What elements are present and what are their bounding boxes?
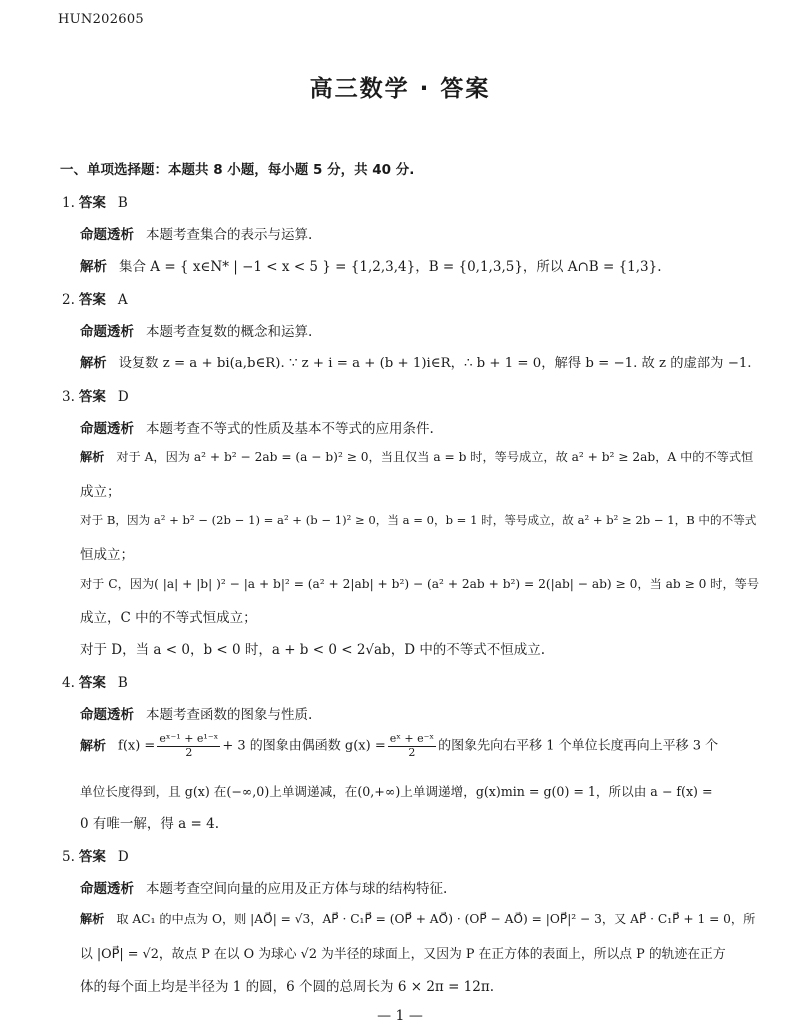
q2-analysis: 设复数 z = a + bi(a,b∈R). ∵ z + i = a + (b + 1)i∈R，∴ b + 1 = 0，解得 b = −1. 故 z 的虚部为 −1. xyxy=(118,356,752,371)
q4-g-denominator: 2 xyxy=(408,745,416,759)
insight-label: 命题透析 xyxy=(80,707,134,723)
insight-label: 命题透析 xyxy=(80,881,134,897)
q4-analysis-line-2: 单位长度得到，且 g(x) 在(−∞,0)上单调递减，在(0,+∞)上单调递增，g(x)min = g(0) = 1，所以由 a − f(x) = xyxy=(80,784,713,799)
q3-insight-line xyxy=(80,417,434,437)
q4-g-numerator: eˣ + e⁻ˣ xyxy=(389,732,435,745)
q3-analysis-line-5: 对于 C，因为( |a| + |b| )² − |a + b|² = (a² + 2|ab| + b²) − (a² + 2ab + b²) = 2(|ab| − ab) ≥ 0，当 ab ≥ 0 时，等号 xyxy=(80,577,760,591)
q4-analysis-line-3: 0 有唯一解，得 a = 4. xyxy=(80,816,219,832)
q3-answer-line xyxy=(62,385,129,405)
q5-analysis-line-3: 体的每个面上均是半径为 1 的圆，6 个圆的总周长为 6 × 2π = 12π. xyxy=(80,979,495,995)
q2-insight-line xyxy=(80,320,312,340)
q5-answer: D xyxy=(117,849,129,865)
q1-answer: B xyxy=(117,195,128,211)
q3-analysis-line-7: 对于 D，当 a < 0，b < 0 时，a + b < 0 < 2√ab，D 中的不等式不恒成立. xyxy=(80,642,546,658)
q2-number: 2. xyxy=(62,292,75,308)
insight-label: 命题透析 xyxy=(80,227,134,243)
q5-insight: 本题考查空间向量的应用及正方体与球的结构特征. xyxy=(146,881,448,897)
q4-g-fraction xyxy=(388,733,436,759)
answer-label: 答案 xyxy=(78,849,106,865)
document-code: HUN202605 xyxy=(58,12,144,27)
q5-answer-line xyxy=(62,845,129,865)
answer-label: 答案 xyxy=(78,675,106,691)
q1-insight: 本题考查集合的表示与运算. xyxy=(146,227,313,243)
q2-answer-line xyxy=(62,288,128,308)
q4-answer: B xyxy=(117,675,128,691)
q2-analysis-line xyxy=(80,352,752,371)
q5-analysis-a: 取 AC₁ 的中点为 O，则 |AO⃗| = √3，AP⃗ · C₁P⃗ = (OP⃗ + AO⃗) · (OP⃗ − AO⃗) = |OP⃗|² − 3，又 AP⃗ · C₁P⃗ + 1 = 0，所 xyxy=(116,912,756,926)
insight-label: 命题透析 xyxy=(80,421,134,437)
q4-f-fraction xyxy=(157,733,220,759)
analysis-label: 解析 xyxy=(80,912,105,926)
q3-analysis-line-3: 对于 B，因为 a² + b² − (2b − 1) = a² + (b − 1)² ≥ 0，当 a = 0，b = 1 时，等号成立，故 a² + b² ≥ 2b − 1，B 中的不等式 xyxy=(80,513,757,527)
q1-number: 1. xyxy=(62,195,75,211)
q3-answer: D xyxy=(117,389,129,405)
q4-insight: 本题考查函数的图象与性质. xyxy=(146,707,313,723)
page-number: — 1 — xyxy=(377,1008,423,1024)
q3-analysis-line-4: 恒成立； xyxy=(80,547,134,563)
q3-analysis-line-1 xyxy=(80,448,753,465)
q1-answer-line xyxy=(62,191,128,211)
answer-label: 答案 xyxy=(78,389,106,405)
q5-insight-line xyxy=(80,877,447,897)
q3-analysis-a: 对于 A，因为 a² + b² − 2ab = (a − b)² ≥ 0，当且仅当 a = b 时，等号成立，故 a² + b² ≥ 2ab，A 中的不等式恒 xyxy=(116,450,754,464)
insight-label: 命题透析 xyxy=(80,324,134,340)
q4-insight-line xyxy=(80,703,312,723)
q5-number: 5. xyxy=(62,849,75,865)
q3-number: 3. xyxy=(62,389,75,405)
q2-insight: 本题考查复数的概念和运算. xyxy=(146,324,313,340)
q1-analysis: 集合 A = { x∈N* | −1 < x < 5 } = {1,2,3,4}，B = {0,1,3,5}，所以 A∩B = {1,3}. xyxy=(119,259,662,275)
analysis-label: 解析 xyxy=(80,738,107,754)
page-title: 高三数学 · 答案 xyxy=(309,76,491,102)
q1-analysis-line xyxy=(80,255,662,275)
q3-analysis-line-6: 成立，C 中的不等式恒成立； xyxy=(80,610,257,626)
q3-insight: 本题考查不等式的性质及基本不等式的应用条件. xyxy=(146,421,434,437)
q4-analysis-tail: 的图象先向右平移 1 个单位长度再向上平移 3 个 xyxy=(438,738,719,754)
q4-f-numerator: eˣ⁻¹ + e¹⁻ˣ xyxy=(159,732,219,745)
q3-analysis-line-2: 成立； xyxy=(80,484,121,500)
q4-number: 4. xyxy=(62,675,75,691)
q2-answer: A xyxy=(117,292,128,308)
q4-f-prefix: f(x) = xyxy=(118,738,156,754)
section-heading: 一、单项选择题：本题共 8 小题，每小题 5 分，共 40 分. xyxy=(60,162,415,178)
q4-answer-line xyxy=(62,671,128,691)
q4-analysis-line-1 xyxy=(80,733,718,759)
q1-insight-line xyxy=(80,223,312,243)
q5-analysis-line-1 xyxy=(80,910,755,927)
q5-analysis-line-2: 以 |OP⃗| = √2，故点 P 在以 O 为球心 √2 为半径的球面上，又因为 P 在正方体的表面上，所以点 P 的轨迹在正方 xyxy=(80,947,726,962)
analysis-label: 解析 xyxy=(80,356,107,371)
analysis-label: 解析 xyxy=(80,259,107,275)
q4-f-denominator: 2 xyxy=(185,745,193,759)
answer-label: 答案 xyxy=(78,195,106,211)
answer-label: 答案 xyxy=(78,292,106,308)
analysis-label: 解析 xyxy=(80,450,105,464)
q4-analysis-mid: + 3 的图象由偶函数 g(x) = xyxy=(222,738,386,754)
